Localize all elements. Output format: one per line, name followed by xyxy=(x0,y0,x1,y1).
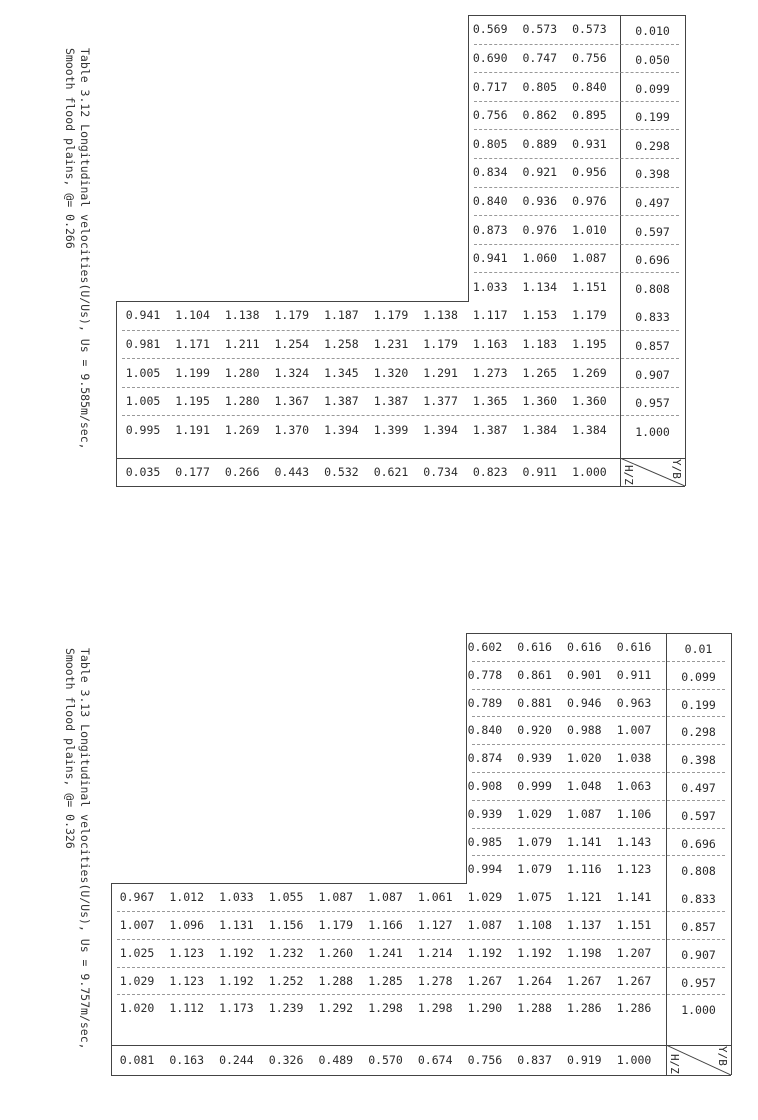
h-over-z-value: 0.081 xyxy=(119,1053,155,1067)
row-separator xyxy=(472,800,725,801)
table-cell: 1.029 xyxy=(517,806,552,821)
table-border-bottom xyxy=(111,1075,731,1076)
row-separator xyxy=(117,994,725,995)
row-separator xyxy=(474,215,679,216)
table-cell: 1.370 xyxy=(274,422,310,437)
y-over-b-value: 0.050 xyxy=(635,52,670,67)
row-separator xyxy=(117,911,725,912)
y-over-b-value: 0.01 xyxy=(684,641,713,656)
y-over-b-value: 0.696 xyxy=(681,836,716,851)
table-cell: 0.881 xyxy=(517,695,552,710)
table-cell: 1.005 xyxy=(125,394,161,409)
table-cell: 1.079 xyxy=(517,834,552,849)
y-over-b-value: 0.497 xyxy=(681,780,716,795)
table-cell: 0.988 xyxy=(566,723,602,738)
table-cell: 1.285 xyxy=(368,973,403,988)
table-border-bottom xyxy=(116,486,685,487)
table-cell: 1.061 xyxy=(417,890,453,905)
table-cell: 1.104 xyxy=(175,308,210,323)
table-border-top xyxy=(468,15,685,16)
h-over-z-value: 0.326 xyxy=(268,1053,304,1067)
row-separator xyxy=(472,661,725,662)
table-cell: 0.963 xyxy=(616,695,652,710)
y-over-b-value: 0.808 xyxy=(635,281,670,296)
row-separator xyxy=(472,689,725,690)
table-cell: 1.143 xyxy=(616,834,652,849)
y-over-b-value: 1.000 xyxy=(681,1003,716,1018)
table-cell: 1.112 xyxy=(169,1001,204,1016)
table-cell: 1.048 xyxy=(566,778,602,793)
header-divider xyxy=(116,458,685,459)
table-cell: 1.280 xyxy=(224,365,260,380)
h-over-z-value: 0.489 xyxy=(318,1053,354,1067)
row-separator xyxy=(474,272,679,273)
table-cell: 1.153 xyxy=(522,308,558,323)
table-cell: 0.573 xyxy=(572,22,607,37)
table-cell: 1.087 xyxy=(368,890,403,905)
step-border xyxy=(111,883,467,884)
table-cell: 1.394 xyxy=(423,422,458,437)
table-cell: 1.345 xyxy=(324,365,359,380)
table-cell: 1.195 xyxy=(175,394,210,409)
caption-line-2: Smooth flood plains, @= 0.326 xyxy=(63,648,77,849)
y-over-b-value: 0.833 xyxy=(635,310,670,325)
h-over-z-value: 0.919 xyxy=(566,1053,602,1067)
table-cell: 1.151 xyxy=(616,917,652,932)
table-cell: 1.121 xyxy=(566,890,602,905)
table-cell: 1.252 xyxy=(268,973,304,988)
table-cell: 0.789 xyxy=(467,695,503,710)
table-cell: 1.127 xyxy=(417,917,453,932)
table-cell: 1.055 xyxy=(268,890,304,905)
table-cell: 1.264 xyxy=(517,973,552,988)
h-over-z-value: 1.000 xyxy=(572,465,607,479)
table-cell: 1.079 xyxy=(517,862,552,877)
y-over-b-value: 0.957 xyxy=(635,396,670,411)
table-cell: 0.920 xyxy=(517,723,552,738)
table-cell: 1.273 xyxy=(472,365,508,380)
row-separator xyxy=(122,387,679,388)
y-over-b-value: 0.398 xyxy=(635,167,670,182)
table-cell: 1.116 xyxy=(566,862,602,877)
corner-label-h-over-z: H/Z xyxy=(668,1054,681,1074)
table-cell: 1.211 xyxy=(224,336,260,351)
table-cell: 0.573 xyxy=(522,22,558,37)
table-cell: 1.087 xyxy=(318,890,354,905)
table-cell: 1.123 xyxy=(169,945,204,960)
h-over-z-value: 0.911 xyxy=(522,465,558,479)
table-cell: 1.087 xyxy=(566,806,602,821)
y-over-b-value: 0.099 xyxy=(635,81,670,96)
table-cell: 0.921 xyxy=(522,165,558,180)
row-separator xyxy=(122,330,679,331)
h-over-z-value: 1.000 xyxy=(616,1053,652,1067)
table-cell: 0.778 xyxy=(467,667,503,682)
table-cell: 0.985 xyxy=(467,834,503,849)
table-cell: 1.179 xyxy=(572,308,607,323)
table-cell: 0.862 xyxy=(522,108,558,123)
table-cell: 0.895 xyxy=(572,108,607,123)
y-over-b-value: 0.298 xyxy=(635,138,670,153)
table-cell: 1.387 xyxy=(373,394,409,409)
table-cell: 1.195 xyxy=(572,336,607,351)
table-cell: 1.260 xyxy=(318,945,354,960)
table-cell: 1.020 xyxy=(566,751,602,766)
corner-header xyxy=(620,458,685,486)
table-cell: 1.387 xyxy=(324,394,359,409)
table-cell: 1.286 xyxy=(616,1001,652,1016)
y-over-b-value: 0.833 xyxy=(681,892,716,907)
table-cell: 1.020 xyxy=(119,1001,155,1016)
table-cell: 1.117 xyxy=(472,308,508,323)
table-cell: 1.087 xyxy=(467,917,503,932)
table-cell: 1.192 xyxy=(467,945,503,960)
table-cell: 1.207 xyxy=(616,945,652,960)
table-cell: 0.911 xyxy=(616,667,652,682)
table-cell: 0.994 xyxy=(467,862,503,877)
table-cell: 1.239 xyxy=(268,1001,304,1016)
table-cell: 0.946 xyxy=(566,695,602,710)
y-over-b-value: 0.398 xyxy=(681,753,716,768)
table-cell: 0.976 xyxy=(572,193,607,208)
table-cell: 1.214 xyxy=(417,945,453,960)
table-cell: 1.267 xyxy=(616,973,652,988)
table-border-right xyxy=(731,633,732,1075)
table-cell: 1.179 xyxy=(373,308,409,323)
table-cell: 0.756 xyxy=(572,50,607,65)
table-cell: 1.137 xyxy=(566,917,602,932)
row-separator xyxy=(472,716,725,717)
table-cell: 0.941 xyxy=(472,251,508,266)
table-cell: 1.173 xyxy=(219,1001,254,1016)
y-over-b-value: 0.010 xyxy=(635,24,670,39)
table-cell: 1.298 xyxy=(368,1001,403,1016)
corner-header xyxy=(666,1045,731,1075)
table-cell: 1.191 xyxy=(175,422,210,437)
table-cell: 0.901 xyxy=(566,667,602,682)
table-cell: 1.198 xyxy=(566,945,602,960)
y-over-b-value: 1.000 xyxy=(635,424,670,439)
y-over-b-value: 0.808 xyxy=(681,864,716,879)
table-cell: 1.005 xyxy=(125,365,161,380)
row-separator xyxy=(472,828,725,829)
table-cell: 0.956 xyxy=(572,165,607,180)
table-cell: 0.861 xyxy=(517,667,552,682)
table-cell: 0.995 xyxy=(125,422,161,437)
table-cell: 1.365 xyxy=(472,394,508,409)
row-separator xyxy=(117,939,725,940)
table-cell: 1.192 xyxy=(517,945,552,960)
table-cell: 1.156 xyxy=(268,917,304,932)
y-over-b-value: 0.957 xyxy=(681,975,716,990)
y-over-b-value: 0.857 xyxy=(635,338,670,353)
table-cell: 1.038 xyxy=(616,751,652,766)
table-cell: 1.241 xyxy=(368,945,403,960)
table-cell: 1.183 xyxy=(522,336,558,351)
row-separator xyxy=(474,158,679,159)
table-cell: 1.192 xyxy=(219,945,254,960)
table-cell: 0.967 xyxy=(119,890,155,905)
table-cell: 0.569 xyxy=(472,22,508,37)
table-cell: 1.324 xyxy=(274,365,310,380)
table-cell: 1.060 xyxy=(522,251,558,266)
table-cell: 0.840 xyxy=(467,723,503,738)
step-border xyxy=(116,301,469,302)
row-separator xyxy=(472,855,725,856)
table-cell: 1.108 xyxy=(517,917,552,932)
y-over-b-value: 0.907 xyxy=(635,367,670,382)
row-separator xyxy=(474,129,679,130)
table-cell: 0.756 xyxy=(472,108,508,123)
h-over-z-value: 0.823 xyxy=(472,465,508,479)
caption-line-1: Table 3.12 Longitudinal velocities(U/Us), Us = 9.585m/sec, xyxy=(78,48,92,450)
corner-label-h-over-z: H/Z xyxy=(622,465,635,485)
table-cell: 0.690 xyxy=(472,50,508,65)
table-cell: 1.033 xyxy=(219,890,254,905)
table-cell: 1.286 xyxy=(566,1001,602,1016)
row-separator xyxy=(474,187,679,188)
table-cell: 0.939 xyxy=(517,751,552,766)
row-separator xyxy=(472,772,725,773)
table-cell: 1.267 xyxy=(467,973,503,988)
h-over-z-value: 0.734 xyxy=(423,465,458,479)
table-cell: 0.805 xyxy=(472,136,508,151)
table-cell: 0.936 xyxy=(522,193,558,208)
row-separator xyxy=(474,244,679,245)
h-over-z-value: 0.621 xyxy=(373,465,409,479)
y-over-b-value: 0.597 xyxy=(635,224,670,239)
table-cell: 1.360 xyxy=(572,394,607,409)
y-over-b-value: 0.199 xyxy=(635,110,670,125)
table-cell: 1.151 xyxy=(572,279,607,294)
table-cell: 1.007 xyxy=(616,723,652,738)
table-cell: 0.840 xyxy=(572,79,607,94)
table-cell: 1.138 xyxy=(224,308,260,323)
table-cell: 1.288 xyxy=(517,1001,552,1016)
table-cell: 1.179 xyxy=(318,917,354,932)
table-cell: 0.939 xyxy=(467,806,503,821)
table-cell: 1.269 xyxy=(224,422,260,437)
table-cell: 1.163 xyxy=(472,336,508,351)
table-cell: 1.029 xyxy=(467,890,503,905)
table-cell: 1.187 xyxy=(324,308,359,323)
caption-line-1: Table 3.13 Longitudinal velocities(U/Us), Us = 9.757m/sec, xyxy=(78,648,92,1050)
table-cell: 0.981 xyxy=(125,336,161,351)
caption-line-2: Smooth flood plains, @= 0.266 xyxy=(63,48,77,249)
table-cell: 1.179 xyxy=(274,308,310,323)
table-cell: 1.399 xyxy=(373,422,409,437)
table-cell: 1.290 xyxy=(467,1001,503,1016)
table-cell: 1.360 xyxy=(522,394,558,409)
table-3-13-caption xyxy=(62,648,92,1068)
table-cell: 1.394 xyxy=(324,422,359,437)
table-cell: 1.254 xyxy=(274,336,310,351)
table-cell: 1.171 xyxy=(175,336,210,351)
table-cell: 1.033 xyxy=(472,279,508,294)
table-cell: 1.138 xyxy=(423,308,458,323)
table-cell: 1.278 xyxy=(417,973,453,988)
table-cell: 1.384 xyxy=(522,422,558,437)
table-cell: 1.141 xyxy=(616,890,652,905)
h-over-z-value: 0.570 xyxy=(368,1053,403,1067)
h-over-z-value: 0.163 xyxy=(169,1053,204,1067)
header-divider xyxy=(111,1045,731,1046)
row-separator xyxy=(122,415,679,416)
table-cell: 1.007 xyxy=(119,917,155,932)
y-over-b-value: 0.857 xyxy=(681,919,716,934)
table-cell: 1.377 xyxy=(423,394,458,409)
table-cell: 1.012 xyxy=(169,890,204,905)
table-border-top xyxy=(466,633,731,634)
table-cell: 0.747 xyxy=(522,50,558,65)
h-over-z-value: 0.177 xyxy=(175,465,210,479)
table-cell: 1.280 xyxy=(224,394,260,409)
h-over-z-value: 0.756 xyxy=(467,1053,503,1067)
y-over-b-value: 0.099 xyxy=(681,669,716,684)
table-cell: 1.134 xyxy=(522,279,558,294)
h-over-z-value: 0.532 xyxy=(324,465,359,479)
corner-label-y-over-b: Y/B xyxy=(716,1046,729,1066)
table-cell: 1.029 xyxy=(119,973,155,988)
table-cell: 1.199 xyxy=(175,365,210,380)
row-separator xyxy=(474,72,679,73)
h-over-z-value: 0.266 xyxy=(224,465,260,479)
table-cell: 1.288 xyxy=(318,973,354,988)
table-cell: 0.931 xyxy=(572,136,607,151)
y-over-b-value: 0.497 xyxy=(635,195,670,210)
table-3-12-caption xyxy=(62,48,92,468)
table-cell: 0.873 xyxy=(472,222,508,237)
y-over-b-value: 0.298 xyxy=(681,725,716,740)
table-cell: 1.267 xyxy=(566,973,602,988)
h-over-z-value: 0.443 xyxy=(274,465,310,479)
table-cell: 1.123 xyxy=(169,973,204,988)
table-cell: 0.834 xyxy=(472,165,508,180)
h-over-z-value: 0.244 xyxy=(219,1053,254,1067)
table-cell: 0.616 xyxy=(517,639,552,654)
table-cell: 1.063 xyxy=(616,778,652,793)
table-cell: 1.106 xyxy=(616,806,652,821)
table-cell: 1.192 xyxy=(219,973,254,988)
table-cell: 1.166 xyxy=(368,917,403,932)
y-over-b-value: 0.907 xyxy=(681,947,716,962)
row-separator xyxy=(122,358,679,359)
table-cell: 1.258 xyxy=(324,336,359,351)
table-cell: 0.999 xyxy=(517,778,552,793)
corner-label-y-over-b: Y/B xyxy=(670,459,683,479)
table-cell: 1.232 xyxy=(268,945,304,960)
h-over-z-value: 0.035 xyxy=(125,465,161,479)
table-cell: 1.367 xyxy=(274,394,310,409)
row-separator xyxy=(472,744,725,745)
table-cell: 0.717 xyxy=(472,79,508,94)
y-over-b-value: 0.696 xyxy=(635,253,670,268)
table-cell: 1.075 xyxy=(517,890,552,905)
table-cell: 0.805 xyxy=(522,79,558,94)
table-cell: 1.010 xyxy=(572,222,607,237)
table-cell: 1.291 xyxy=(423,365,458,380)
table-cell: 1.096 xyxy=(169,917,204,932)
table-cell: 0.941 xyxy=(125,308,161,323)
table-cell: 1.141 xyxy=(566,834,602,849)
table-border-right xyxy=(685,15,686,486)
table-cell: 0.616 xyxy=(616,639,652,654)
table-cell: 0.616 xyxy=(566,639,602,654)
table-cell: 1.298 xyxy=(417,1001,453,1016)
table-cell: 0.874 xyxy=(467,751,503,766)
table-cell: 1.384 xyxy=(572,422,607,437)
y-over-b-value: 0.597 xyxy=(681,808,716,823)
h-over-z-value: 0.674 xyxy=(417,1053,453,1067)
table-cell: 0.602 xyxy=(467,639,503,654)
table-cell: 0.889 xyxy=(522,136,558,151)
table-cell: 1.292 xyxy=(318,1001,354,1016)
table-cell: 0.908 xyxy=(467,778,503,793)
y-over-b-value: 0.199 xyxy=(681,697,716,712)
table-cell: 1.231 xyxy=(373,336,409,351)
row-separator xyxy=(117,967,725,968)
table-cell: 0.976 xyxy=(522,222,558,237)
table-cell: 0.840 xyxy=(472,193,508,208)
table-cell: 1.269 xyxy=(572,365,607,380)
row-separator xyxy=(474,44,679,45)
row-separator xyxy=(474,101,679,102)
table-cell: 1.320 xyxy=(373,365,409,380)
h-over-z-value: 0.837 xyxy=(517,1053,552,1067)
table-cell: 1.265 xyxy=(522,365,558,380)
table-cell: 1.087 xyxy=(572,251,607,266)
table-cell: 1.179 xyxy=(423,336,458,351)
table-cell: 1.387 xyxy=(472,422,508,437)
table-cell: 1.131 xyxy=(219,917,254,932)
table-cell: 1.123 xyxy=(616,862,652,877)
table-cell: 1.025 xyxy=(119,945,155,960)
